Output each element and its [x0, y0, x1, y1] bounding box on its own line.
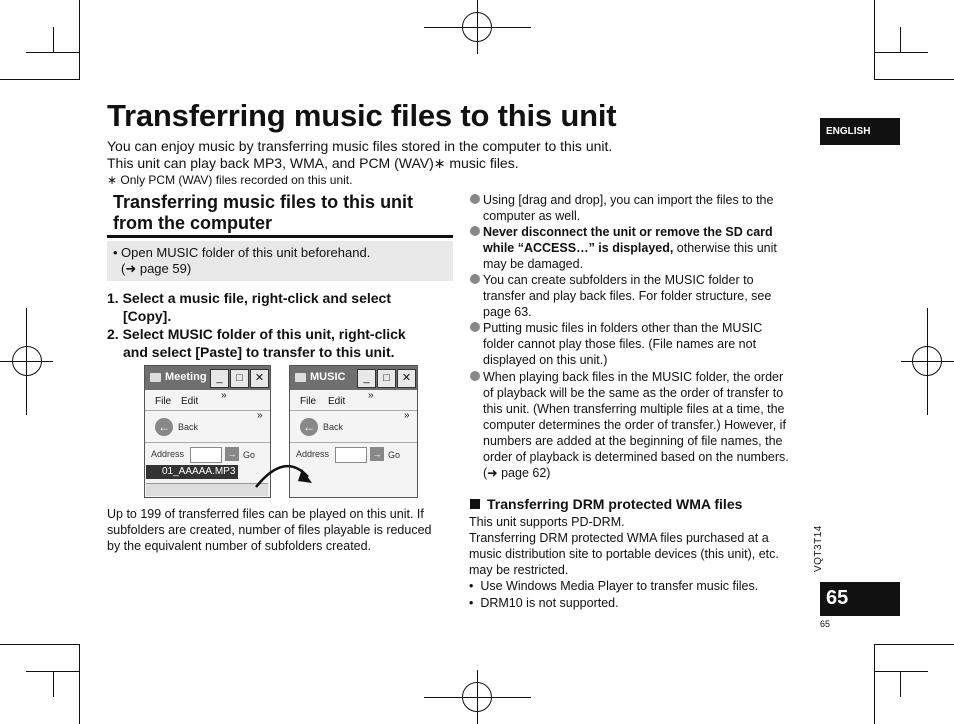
prerequisite-text: Open MUSIC folder of this unit beforehand. — [121, 245, 371, 260]
note-other-folders: Putting music files in folders other than the MUSIC folder cannot play those files. (File names are not displayed on this unit.) — [483, 321, 763, 367]
minimize-icon: _ — [210, 369, 229, 388]
page-number-small: 65 — [820, 619, 831, 629]
menu-file: File — [155, 396, 172, 407]
after-note — [107, 506, 432, 554]
language-label: ENGLISH — [826, 126, 871, 137]
address-label: Address — [296, 449, 330, 459]
note-bullet-icon — [470, 322, 480, 332]
intro-text — [107, 138, 612, 172]
note-bullet-icon — [470, 194, 480, 204]
after-note-line-3: by the equivalent number of subfolders created. — [107, 539, 372, 553]
prerequisite-box — [107, 241, 453, 281]
toolbar-more-icon: » — [257, 410, 263, 421]
section-marker-icon — [470, 499, 480, 509]
window-title: MUSIC — [310, 371, 346, 383]
note-bullet-icon — [470, 274, 480, 284]
folder-icon — [150, 373, 161, 382]
drag-arrow-icon — [250, 455, 330, 495]
menu-more-icon: » — [368, 390, 374, 401]
note-bullet-icon — [470, 371, 480, 381]
go-label: Go — [243, 450, 256, 460]
page-title: Transferring music files to this unit — [107, 98, 617, 133]
window-titlebar — [290, 366, 417, 390]
back-arrow-icon: ← — [300, 418, 318, 436]
selected-file — [146, 465, 238, 479]
step-2-cont: and select [Paste] to transfer to this unit. — [123, 344, 395, 360]
menu-separator — [290, 410, 417, 411]
drm-heading: Transferring DRM protected WMA files — [487, 496, 743, 512]
maximize-icon: □ — [230, 369, 249, 388]
menu-edit: Edit — [181, 396, 199, 407]
back-label: Back — [323, 422, 344, 432]
prerequisite-bullet: • — [113, 245, 118, 260]
page-number-box — [820, 582, 900, 616]
window-titlebar — [145, 366, 270, 390]
back-label: Back — [178, 422, 199, 432]
menu-file: File — [300, 396, 317, 407]
note-bullet-icon — [470, 226, 480, 236]
step-1-cont: [Copy]. — [123, 308, 172, 324]
folder-icon — [295, 373, 306, 382]
window-title: Meeting — [165, 371, 207, 383]
go-arrow-icon: → — [370, 447, 384, 461]
menu-edit: Edit — [328, 396, 346, 407]
minimize-icon: _ — [357, 369, 376, 388]
address-label: Address — [151, 449, 185, 459]
back-arrow-icon: ← — [155, 418, 173, 436]
section-rule — [107, 235, 453, 238]
close-icon: ✕ — [250, 369, 269, 388]
intro-line-2: This unit can play back MP3, WMA, and PCM (WAV)∗ music files. — [107, 155, 519, 171]
maximize-icon: □ — [377, 369, 396, 388]
address-field — [190, 447, 222, 463]
intro-line-1: You can enjoy music by transferring music files stored in the computer to this unit. — [107, 138, 613, 154]
prerequisite-page-ref: (➜ page 59) — [121, 261, 192, 276]
toolbar-separator — [145, 442, 270, 443]
go-label: Go — [388, 450, 401, 460]
drm-text: This unit supports PD-DRM. Transferring DRM protected WMA files purchased at a music distribution site to portable devices (this unit), etc. may be restricted. — [469, 515, 779, 577]
after-note-line-2: subfolders are created, number of files playable is reduced — [107, 523, 432, 537]
toolbar-separator — [290, 442, 417, 443]
go-arrow-icon: → — [225, 447, 239, 461]
note-warning: Never disconnect the unit or remove the SD card while “ACCESS…” is displayed, otherwise this unit may be damaged. — [483, 225, 777, 271]
page-number: 65 — [826, 587, 849, 609]
toolbar-more-icon: » — [404, 410, 410, 421]
step-2: 2. Select MUSIC folder of this unit, right-click — [107, 326, 406, 342]
note-playback-order: When playing back files in the MUSIC folder, the order of playback will be the same as the order of transfer to this unit. (When transferring multiple files at a time, the computer determines the order of transfer.) However, if numbers are added at the beginning of file names, the order of playback is determined based on the numbers. (➜ page 62) — [483, 370, 789, 480]
model-number: VQT3T14 — [813, 525, 824, 572]
after-note-line-1: Up to 199 of transferred files can be played on this unit. If — [107, 507, 424, 521]
menu-separator — [145, 410, 270, 411]
file-name: 01_AAAAA.MP3 — [162, 466, 236, 477]
drm-bullet-1: • Use Windows Media Player to transfer music files. — [469, 579, 759, 593]
close-icon: ✕ — [397, 369, 416, 388]
note-subfolders: You can create subfolders in the MUSIC folder to transfer and play back files. For folder structure, see page 63. — [483, 273, 772, 319]
note-drag-drop: Using [drag and drop], you can import the files to the computer as well. — [483, 193, 774, 223]
language-tab — [820, 118, 900, 145]
step-1: 1. Select a music file, right-click and select — [107, 290, 392, 306]
section-heading: Transferring music files to this unit from the computer — [113, 192, 414, 233]
menu-more-icon: » — [221, 390, 227, 401]
intro-footnote: ∗ Only PCM (WAV) files recorded on this unit. — [107, 173, 353, 187]
address-field — [335, 447, 367, 463]
drm-bullet-2: • DRM10 is not supported. — [469, 596, 619, 610]
